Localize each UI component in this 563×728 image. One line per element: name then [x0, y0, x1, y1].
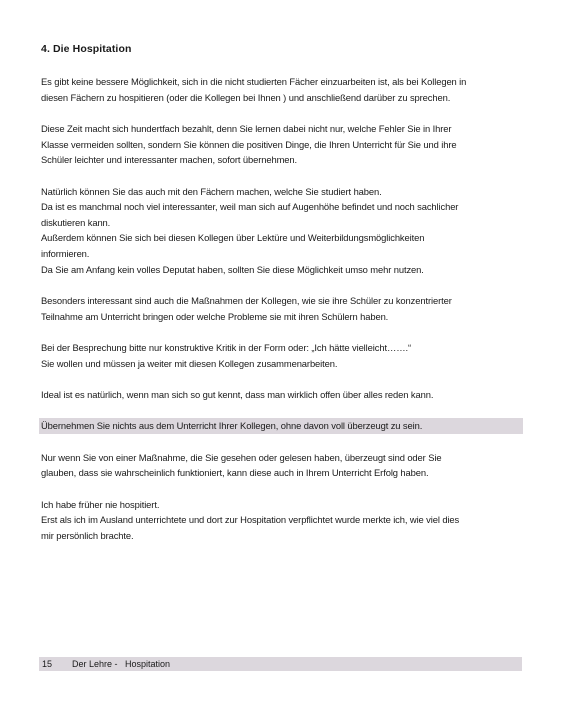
text-line: Erst als ich im Ausland unterrichtete und dort zur Hospitation verpflichtet wurde merkte ich, wie viel dies [41, 514, 460, 526]
text-line: Besonders interessant sind auch die Maßnahmen der Kollegen, wie sie ihre Schüler zu konzentrierter [41, 294, 452, 306]
page-number: 15 [42, 659, 53, 669]
text-line: Diese Zeit macht sich hundertfach bezahlt, denn Sie lernen dabei nicht nur, welche Fehler Sie in Ihrer [41, 122, 452, 134]
body-text [41, 74, 529, 559]
paragraph-3 [41, 184, 529, 278]
paragraph-6 [41, 387, 529, 403]
section-heading: 4. Die Hospitation [41, 43, 132, 55]
text-line: diskutieren kann. [41, 216, 111, 228]
paragraph-8 [41, 450, 529, 481]
paragraph-1 [41, 74, 529, 105]
text-line: Klasse vermeiden sollten, sondern Sie können die positiven Dinge, die Ihren Unterricht für Sie und ihre [41, 138, 457, 150]
page-footer [39, 657, 522, 671]
text-line: Sie wollen und müssen ja weiter mit diesen Kollegen zusammenarbeiten. [41, 357, 338, 369]
text-line: mir persönlich brachte. [41, 529, 134, 541]
text-line: informieren. [41, 247, 90, 259]
text-line: Bei der Besprechung bitte nur konstruktive Kritik in der Form oder: „Ich hätte vielleicht…….“ [41, 341, 412, 353]
text-line: Da ist es manchmal noch viel interessanter, weil man sich auf Augenhöhe befindet und noch sachlicher [41, 201, 459, 213]
text-line: Ich habe früher nie hospitiert. [41, 498, 160, 510]
text-line: Außerdem können Sie sich bei diesen Kollegen über Lektüre und Weiterbildungsmöglichkeiten [41, 232, 425, 244]
text-line: Nur wenn Sie von einer Maßnahme, die Sie gesehen oder gelesen haben, überzeugt sind oder Sie [41, 451, 442, 463]
text-line: Teilnahme am Unterricht bringen oder welche Probleme sie mit ihren Schülern haben. [41, 310, 389, 322]
paragraph-2 [41, 121, 529, 168]
text-line: Ideal ist es natürlich, wenn man sich so gut kennt, dass man wirklich offen über alles reden kann. [41, 388, 434, 400]
highlighted-text-line: Übernehmen Sie nichts aus dem Unterricht Ihrer Kollegen, ohne davon voll überzeugt zu sein. [39, 418, 523, 434]
text-line: glauben, dass sie wahrscheinlich funktioniert, kann diese auch in Ihrem Unterricht Erfolg haben. [41, 467, 429, 479]
text-line: Es gibt keine bessere Möglichkeit, sich in die nicht studierten Fächer einzuarbeiten ist, als bei Kollegen in [41, 76, 467, 87]
text-line: Schüler leichter und interessanter machen, sofort übernehmen. [41, 154, 298, 166]
highlighted-paragraph [41, 418, 529, 434]
text-line: Natürlich können Sie das auch mit den Fächern machen, welche Sie studiert haben. [41, 185, 382, 197]
footer-title: Der Lehre - Hospitation [72, 659, 171, 669]
paragraph-4 [41, 293, 529, 324]
text-line: diesen Fächern zu hospitieren (oder die Kollegen bei Ihnen ) und anschließend darüber zu sprechen. [41, 91, 451, 103]
paragraph-5 [41, 340, 529, 371]
paragraph-9 [41, 497, 529, 544]
text-line: Da Sie am Anfang kein volles Deputat haben, sollten Sie diese Möglichkeit umso mehr nutzen. [41, 263, 424, 275]
